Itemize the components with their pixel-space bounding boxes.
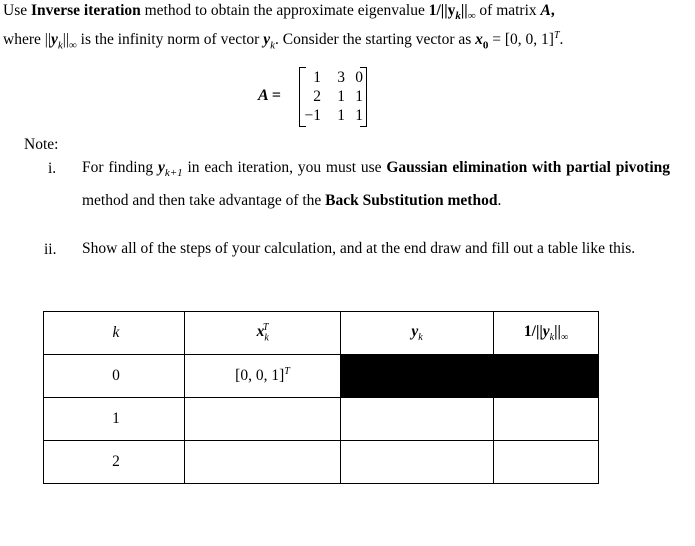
note-item-ii: Show all of the steps of your calculation, and at the end draw and fill out a table like this. bbox=[82, 240, 636, 257]
matrix-body bbox=[299, 66, 367, 128]
cell-y bbox=[341, 441, 494, 484]
matrix-cell: 1 bbox=[337, 107, 345, 124]
cell-norm-blocked bbox=[494, 355, 599, 398]
cell-norm bbox=[494, 398, 599, 441]
matrix-cell: 1 bbox=[355, 107, 363, 124]
note-number-ii: ii. bbox=[44, 241, 57, 258]
header-norm: $1/||y_k||_\infty$ bbox=[494, 312, 599, 355]
cell-k: 0 bbox=[44, 355, 185, 398]
cell-y bbox=[341, 398, 494, 441]
matrix-label: A = bbox=[258, 87, 281, 104]
cell-norm bbox=[494, 441, 599, 484]
note-number-i: i. bbox=[48, 160, 57, 177]
matrix-cell: −1 bbox=[304, 107, 321, 124]
matrix-cell: 3 bbox=[337, 69, 345, 86]
cell-x: [0, 0, 1]$^T$ bbox=[185, 355, 341, 398]
text: of matrix bbox=[475, 2, 541, 19]
table-row bbox=[44, 355, 599, 398]
cell-k: 2 bbox=[44, 441, 185, 484]
method-name: Inverse iteration bbox=[30, 2, 141, 19]
matrix-cell: 1 bbox=[313, 69, 321, 86]
matrix-symbol: A bbox=[540, 2, 551, 19]
matrix-cell: 1 bbox=[337, 88, 345, 105]
cell-k: 1 bbox=[44, 398, 185, 441]
table-row bbox=[44, 398, 599, 441]
header-k: k bbox=[44, 312, 185, 355]
results-table bbox=[43, 311, 599, 484]
header-x: $x_k^T$ bbox=[185, 312, 341, 355]
table-row bbox=[44, 441, 599, 484]
eigenvalue-expr: $1/||y_k||_\infty$ bbox=[428, 2, 476, 23]
matrix-cell: 2 bbox=[313, 88, 321, 105]
text: method to obtain the approximate eigenvalue bbox=[140, 2, 429, 19]
matrix-cell: 1 bbox=[355, 88, 363, 105]
note-item-i: For finding $y_{k+1}$ in each iteration, you must use Gaussian elimination with partial pivoting method and then take advantage of the Back Substitution method. bbox=[82, 159, 670, 210]
note-heading: Note: bbox=[24, 136, 59, 153]
table-header-row bbox=[44, 312, 599, 355]
matrix-cell: 0 bbox=[355, 69, 363, 86]
cell-y-blocked bbox=[341, 355, 494, 398]
cell-x bbox=[185, 441, 341, 484]
header-y: $y_k$ bbox=[341, 312, 494, 355]
cell-x bbox=[185, 398, 341, 441]
problem-line-1: Use Inverse iteration method to obtain the approximate eigenvalue $1/||y_k||_\infty$ of matrix A, bbox=[3, 2, 555, 23]
problem-line-2: where $||y_k||_\infty$ is the infinity norm of vector $y_k$. Consider the starting vector as $x_0 = [0$, 0, 1]$^T$. bbox=[3, 30, 564, 52]
text: Use bbox=[3, 2, 31, 19]
